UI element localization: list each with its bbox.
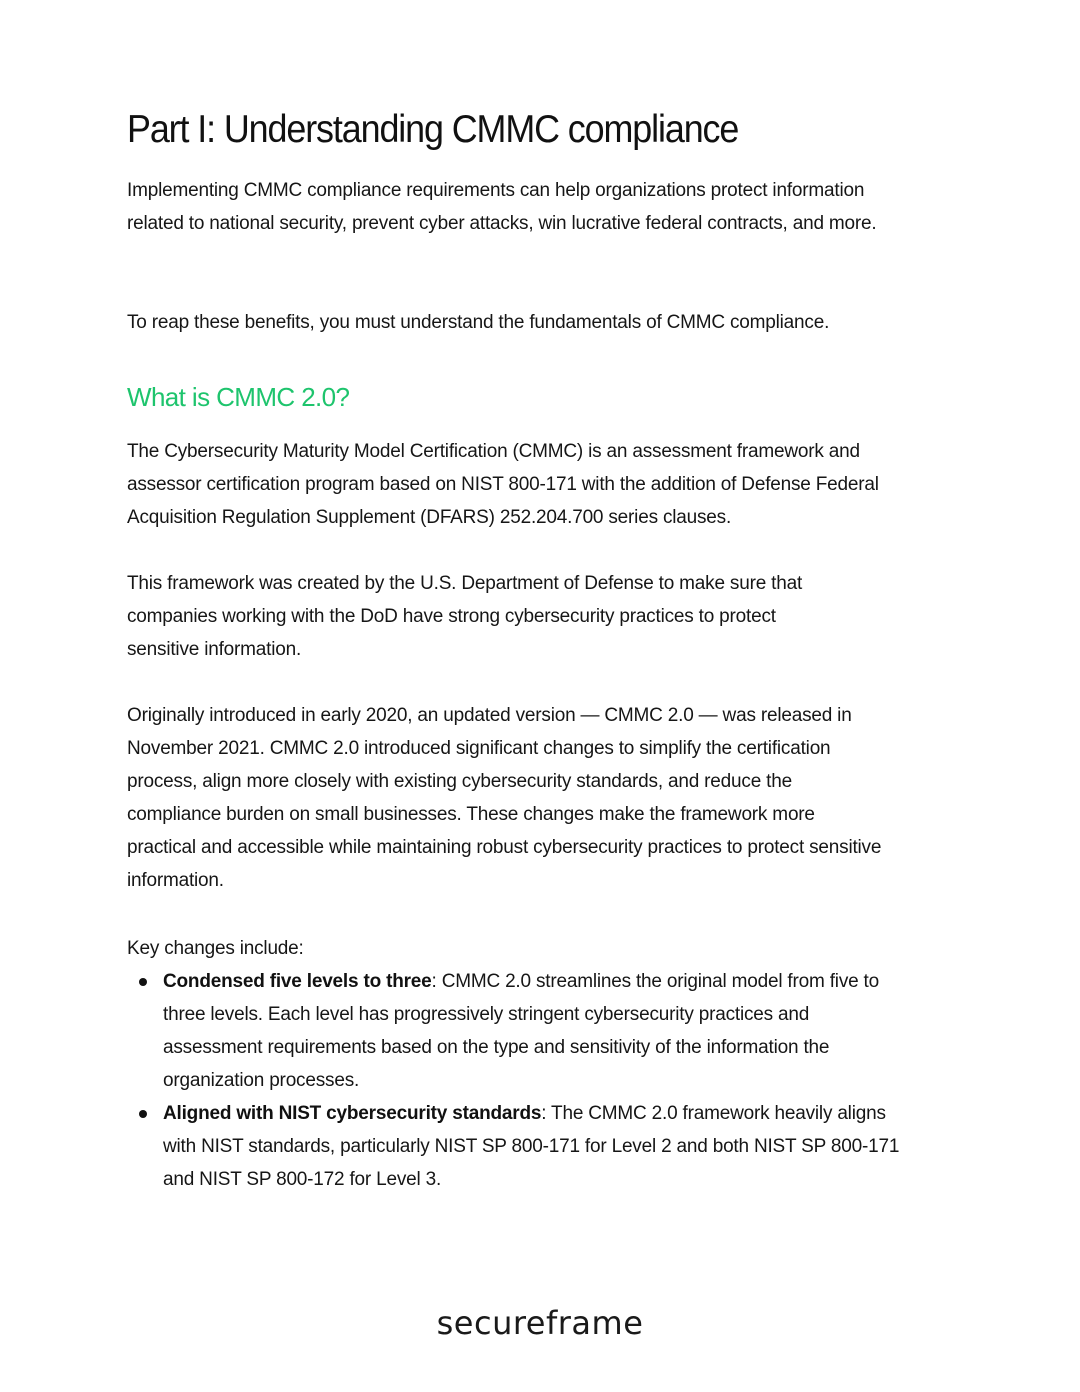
list-item-text: : The CMMC 2.0 framework heavily aligns with NIST standards, particularly NIST SP 800-171 for Level 2 and both NIST SP 800-171 and NIST SP 800-172 for Level 3.: [163, 1103, 900, 1190]
list-item-bold: Aligned with NIST cybersecurity standards: [163, 1103, 542, 1124]
list-item: [127, 965, 893, 1097]
list-item: [127, 1097, 903, 1196]
bullet-icon: [139, 1110, 147, 1118]
framework-origin-paragraph: This framework was created by the U.S. Department of Defense to make sure that companies working with the DoD have strong cybersecurity practices to protect sensitive information.: [127, 573, 803, 660]
intro-paragraph-2: To reap these benefits, you must understand the fundamentals of CMMC compliance.: [127, 312, 830, 333]
list-item-bold: Condensed five levels to three: [163, 971, 432, 992]
page-title: Part I: Understanding CMMC compliance: [127, 108, 739, 151]
bullet-icon: [139, 978, 147, 986]
secureframe-logo: secureframe: [436, 1304, 644, 1342]
list-item-text: : CMMC 2.0 streamlines the original model from five to three levels. Each level has progressively stringent cybersecurity practices and assessment requirements based on the type and sensitivity of the information the organization processes.: [163, 971, 880, 1091]
key-changes-label: Key changes include:: [127, 938, 304, 959]
definition-paragraph: The Cybersecurity Maturity Model Certification (CMMC) is an assessment framework and assessor certification program based on NIST 800-171 with the addition of Defense Federal Acquisition Regulation Supplement (DFARS) 252.204.700 series clauses.: [127, 441, 879, 528]
intro-paragraph-1: Implementing CMMC compliance requirements can help organizations protect information related to national security, prevent cyber attacks, win lucrative federal contracts, and more.: [127, 180, 877, 234]
section-heading: What is CMMC 2.0?: [127, 382, 350, 412]
history-paragraph: Originally introduced in early 2020, an updated version — CMMC 2.0 — was released in November 2021. CMMC 2.0 introduced significant changes to simplify the certification process, align more closely with existing cybersecurity standards, and reduce the compliance burden on small businesses. These changes make the framework more practical and accessible while maintaining robust cybersecurity practices to protect sensitive information.: [127, 705, 882, 891]
key-changes-list: [127, 965, 907, 1196]
